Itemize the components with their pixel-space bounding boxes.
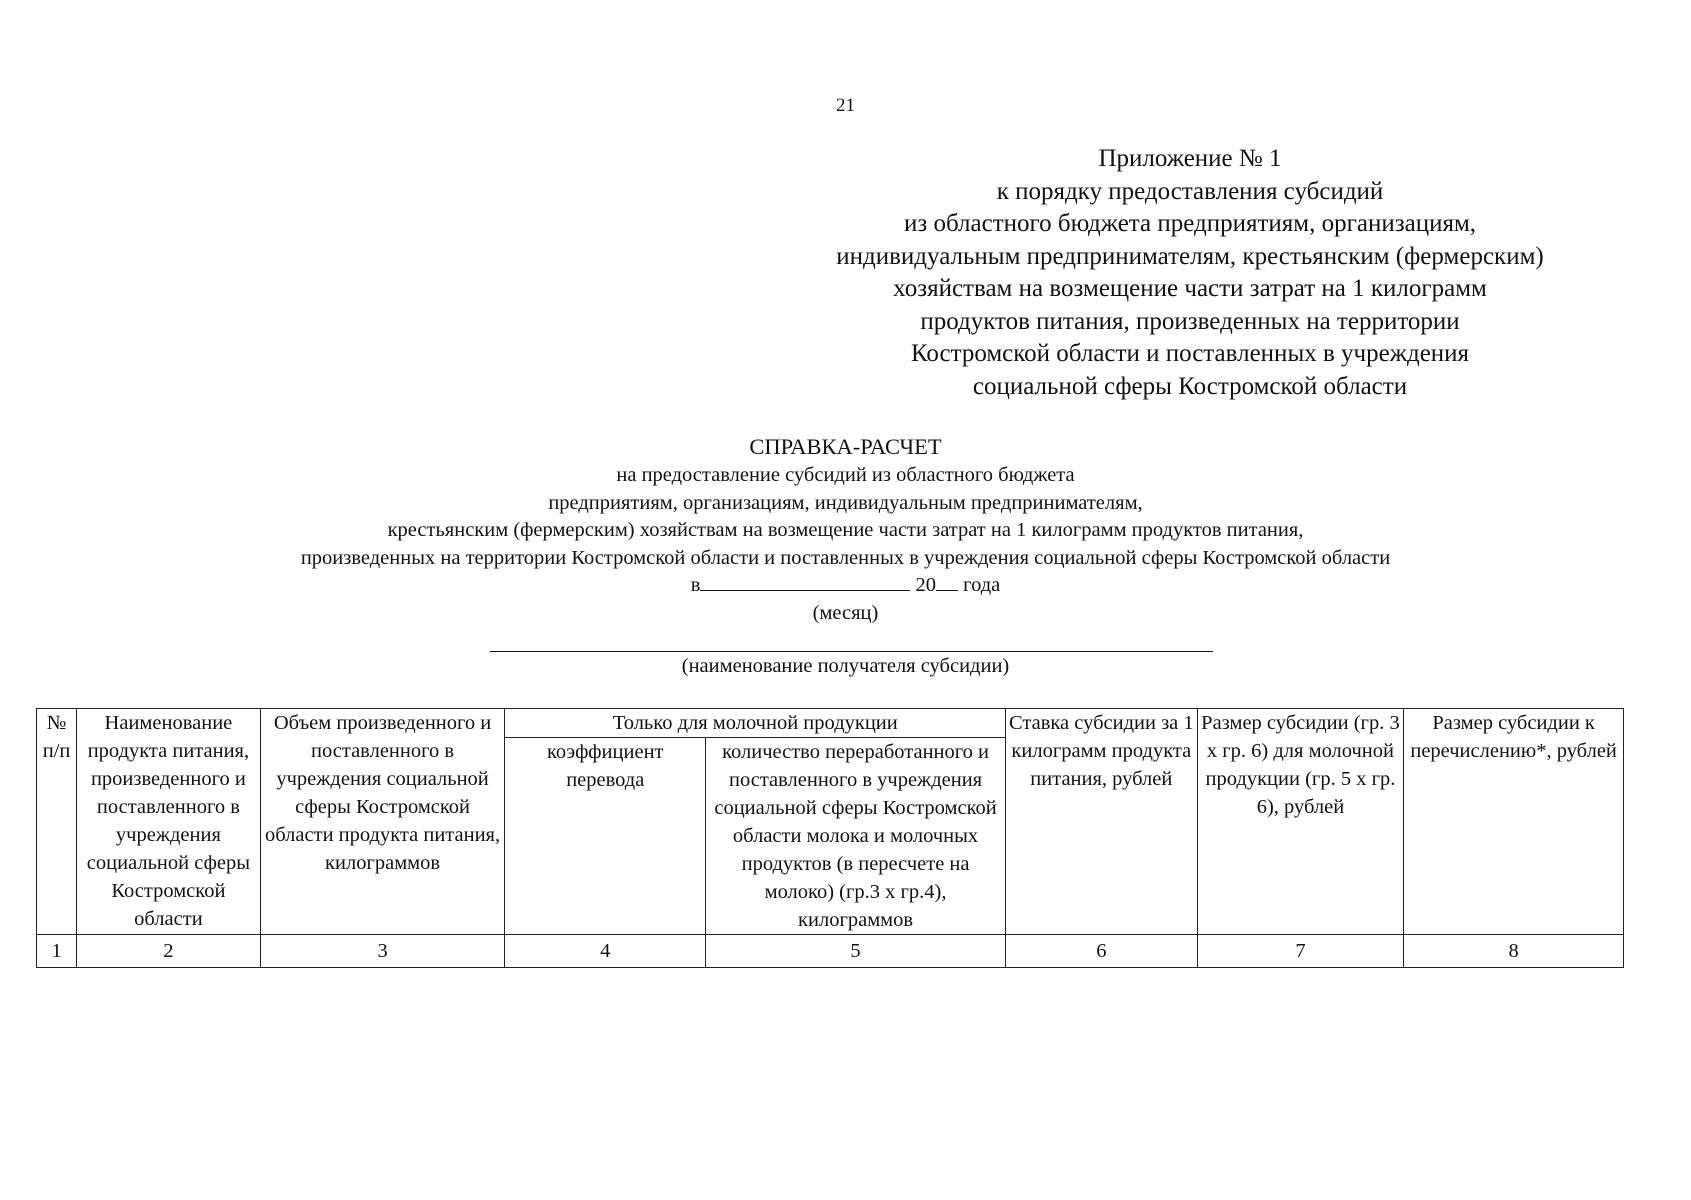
header-conversion-coefficient: коэффициент перевода [505, 738, 706, 935]
appendix-line: индивидуальным предпринимателям, крестьянским (фермерским) [836, 242, 1544, 270]
header-processed-quantity: количество переработанного и поставленного в учреждения социальной сферы Костромской области молока и молочных продуктов (в пересчете на молоко) (гр.3 х гр.4), килограммов [706, 738, 1006, 935]
month-blank-field[interactable] [700, 572, 910, 591]
column-number-cell: 7 [1197, 935, 1404, 968]
column-number-cell: 6 [1006, 935, 1198, 968]
appendix-line: продуктов питания, произведенных на территории [920, 307, 1460, 335]
document-title: СПРАВКА-РАСЧЕТ [749, 434, 942, 459]
period-line [0, 572, 1691, 600]
appendix-line: из областного бюджета предприятиям, организациям, [903, 210, 1477, 237]
period-year: 20 [915, 574, 937, 596]
calculation-table [36, 708, 1624, 968]
column-number-cell: 5 [706, 935, 1006, 968]
title-line: предприятиям, организациям, индивидуальным предпринимателям, [548, 491, 1143, 514]
month-caption: (месяц) [812, 601, 879, 624]
column-number-cell: 8 [1404, 935, 1624, 968]
appendix-line: социальной сферы Костромской области [972, 372, 1408, 400]
header-subsidy-size: Размер субсидии (гр. 3 х гр. 6) для молочной продукции (гр. 5 х гр. 6), рублей [1197, 709, 1404, 935]
recipient-blank-field[interactable] [490, 651, 1213, 652]
column-number-cell: 3 [260, 935, 505, 968]
header-number: № п/п [37, 709, 77, 935]
column-number-cell: 4 [505, 935, 706, 968]
year-blank-field[interactable] [936, 572, 958, 591]
recipient-caption: (наименование получателя субсидии) [681, 655, 1010, 677]
appendix-header [760, 143, 1620, 403]
header-dairy-group: Только для молочной продукции [505, 709, 1006, 738]
period-prefix: в [690, 574, 701, 596]
title-line: на предоставление субсидий из областного бюджета [616, 464, 1075, 486]
appendix-line: к порядку предоставления субсидий [996, 177, 1384, 205]
title-line: крестьянским (фермерским) хозяйствам на возмещение части затрат на 1 килограмм продуктов питания, [387, 519, 1304, 541]
header-rate: Ставка субсидии за 1 килограмм продукта питания, рублей [1006, 709, 1198, 935]
page-number: 21 [836, 95, 855, 116]
header-product-name: Наименование продукта питания, произведенного и поставленного в учреждения социальной сферы Костромской области [77, 709, 261, 935]
column-number-cell: 2 [77, 935, 261, 968]
header-volume: Объем произведенного и поставленного в учреждения социальной сферы Костромской области продукта питания, килограммов [260, 709, 505, 935]
header-subsidy-transfer: Размер субсидии к перечислению*, рублей [1404, 709, 1624, 935]
appendix-line: Приложение № 1 [1098, 145, 1282, 172]
document-title-block [0, 432, 1691, 627]
title-line: произведенных на территории Костромской области и поставленных в учреждения социальной сферы Костромской области [300, 546, 1391, 569]
appendix-line: Костромской области и поставленных в учреждения [910, 340, 1470, 367]
appendix-line: хозяйствам на возмещение части затрат на 1 килограмм [893, 275, 1487, 302]
period-suffix: года [963, 574, 1001, 596]
column-number-cell: 1 [37, 935, 77, 968]
